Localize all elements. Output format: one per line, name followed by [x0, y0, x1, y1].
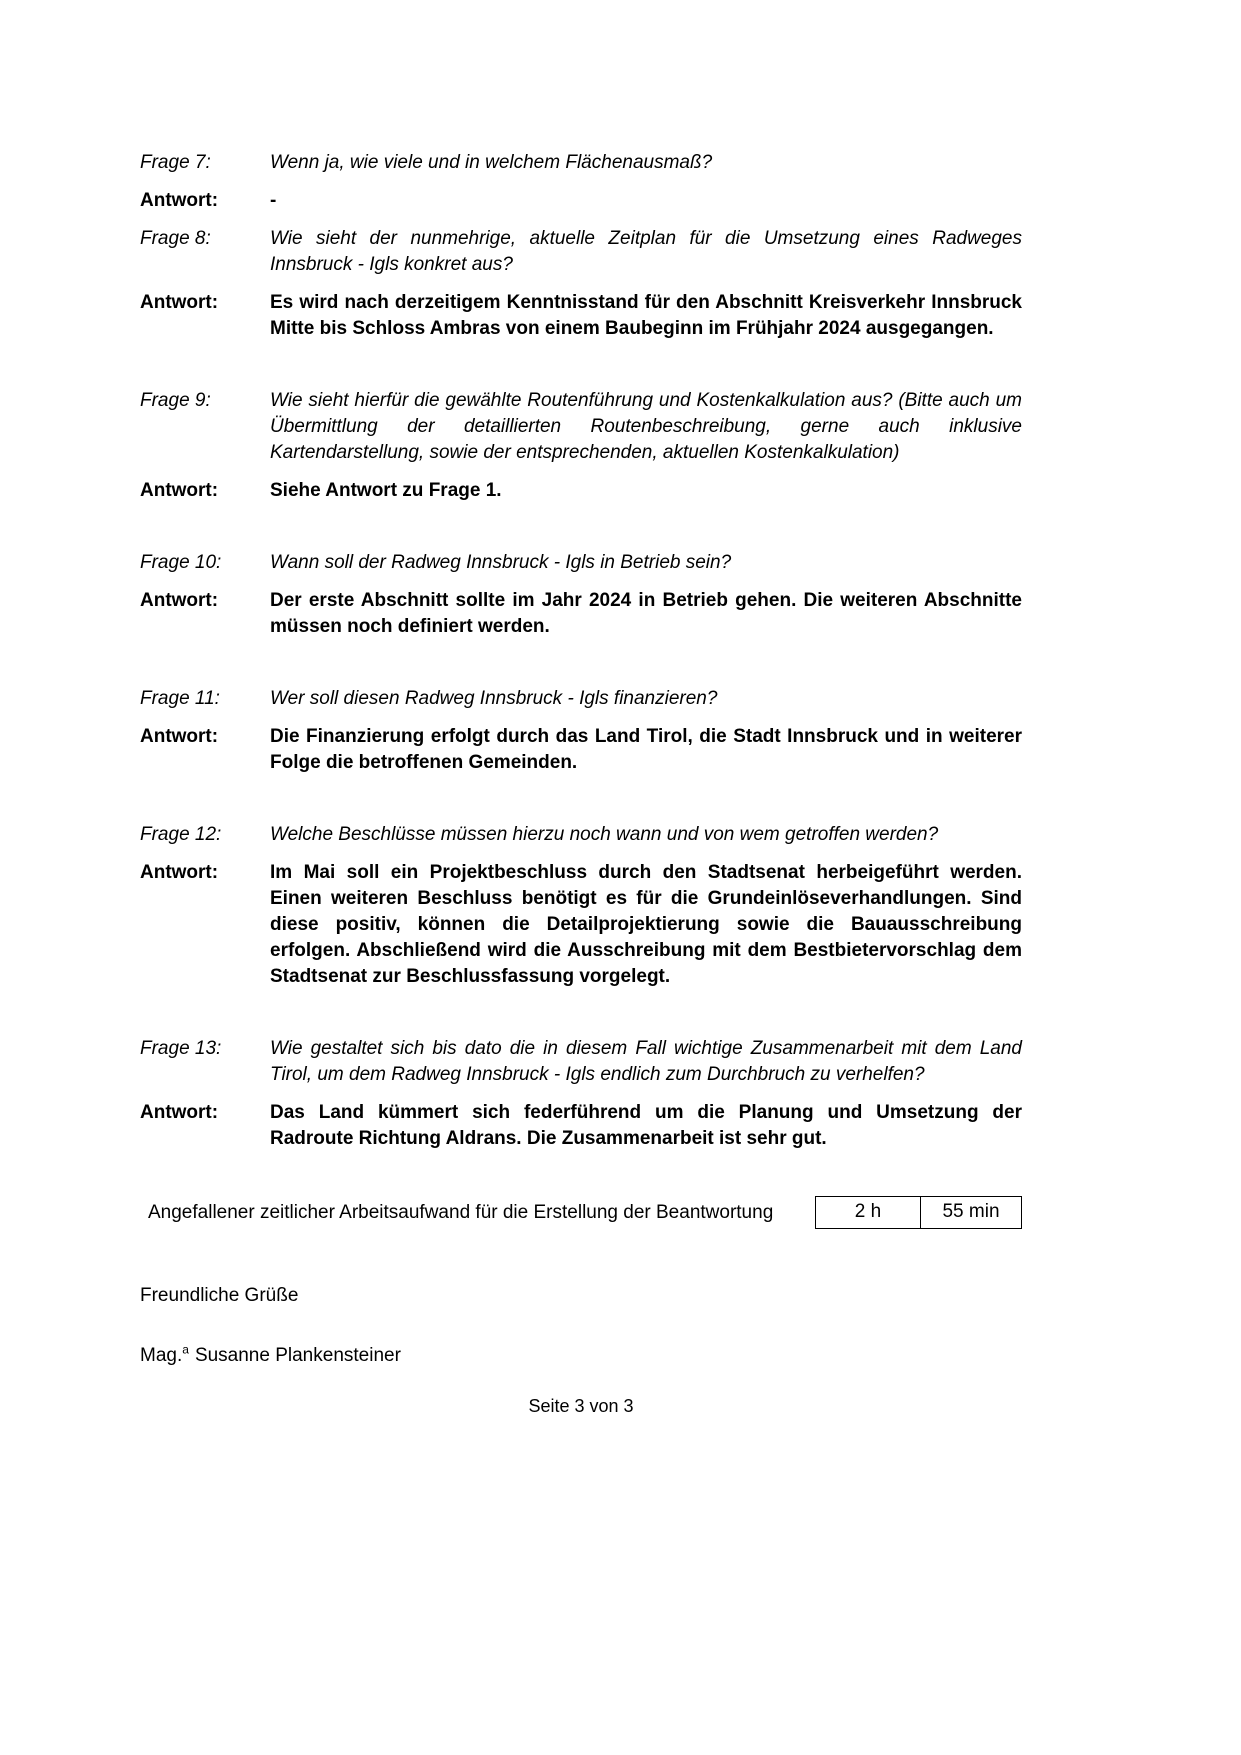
answer-label: Antwort:	[140, 1102, 219, 1123]
closing-greeting: Freundliche Grüße	[140, 1285, 299, 1306]
answer-row	[140, 1100, 1022, 1152]
effort-hours-cell: 2 h	[854, 1201, 882, 1222]
qa-pair-frage-13	[140, 1036, 1022, 1152]
answer-row	[140, 588, 1022, 640]
answer-text: Im Mai soll ein Projektbeschluss durch den Stadtsenat herbeigeführt werden. Einen weiteren Beschluss benötigt es für die Grundeinlöseverhandlungen. Sind diese positiv, können die Detailprojektierung sowie die Bauausschreibung erfolgen. Abschließend wird die Ausschreibung mit dem Bestbietervorschlag dem Stadtsenat zur Beschlussfassung vorgelegt.	[270, 862, 1022, 987]
answer-label: Antwort:	[140, 292, 219, 313]
effort-summary-row	[140, 1196, 1022, 1229]
qa-pair-frage-10	[140, 550, 1022, 640]
effort-label: Angefallener zeitlicher Arbeitsaufwand für die Erstellung der Beantwortung	[148, 1201, 774, 1223]
answer-label: Antwort:	[140, 862, 219, 883]
answer-label: Antwort:	[140, 480, 219, 501]
effort-minutes-cell: 55 min	[920, 1197, 1021, 1228]
question-row	[140, 388, 1022, 466]
question-row	[140, 150, 1022, 176]
answer-label: Antwort:	[140, 190, 219, 211]
question-label: Frage 10:	[140, 552, 222, 573]
question-label: Frage 13:	[140, 1038, 222, 1059]
qa-pair-frage-11	[140, 686, 1022, 776]
qa-pair-frage-7	[140, 150, 1022, 214]
question-row	[140, 226, 1022, 278]
answer-text: Der erste Abschnitt sollte im Jahr 2024 in Betrieb gehen. Die weiteren Abschnitte müssen noch definiert werden.	[270, 590, 1022, 637]
answer-text: Die Finanzierung erfolgt durch das Land Tirol, die Stadt Innsbruck und in weiterer Folge die betroffenen Gemeinden.	[270, 726, 1022, 773]
answer-row	[140, 188, 1022, 214]
qa-pair-frage-12	[140, 822, 1022, 990]
question-row	[140, 1036, 1022, 1088]
effort-table	[815, 1196, 1022, 1229]
question-row	[140, 686, 1022, 712]
question-text: Wie gestaltet sich bis dato die in diesem Fall wichtige Zusammenarbeit mit dem Land Tirol, um dem Radweg Innsbruck - Igls endlich zum Durchbruch zu verhelfen?	[270, 1038, 1022, 1085]
question-text: Wie sieht der nunmehrige, aktuelle Zeitplan für die Umsetzung eines Radweges Innsbruck - Igls konkret aus?	[270, 228, 1022, 275]
qa-pair-frage-8	[140, 226, 1022, 342]
question-text: Wer soll diesen Radweg Innsbruck - Igls finanzieren?	[270, 688, 718, 709]
question-label: Frage 9:	[140, 390, 211, 411]
signature-name: Susanne Plankensteiner	[194, 1345, 401, 1366]
answer-text: -	[270, 190, 277, 211]
question-label: Frage 11:	[140, 688, 220, 709]
answer-text: Es wird nach derzeitigem Kenntnisstand für den Abschnitt Kreisverkehr Innsbruck Mitte bis Schloss Ambras von einem Baubeginn im Frühjahr 2024 ausgegangen.	[270, 292, 1022, 339]
answer-row	[140, 290, 1022, 342]
signature-line	[140, 1343, 1022, 1369]
qa-pair-frage-9	[140, 388, 1022, 504]
question-label: Frage 7:	[140, 152, 211, 173]
question-text: Welche Beschlüsse müssen hierzu noch wann und von wem getroffen werden?	[270, 824, 939, 845]
question-row	[140, 550, 1022, 576]
answer-row	[140, 860, 1022, 990]
answer-text: Siehe Antwort zu Frage 1.	[270, 480, 502, 501]
question-label: Frage 12:	[140, 824, 222, 845]
answer-row	[140, 478, 1022, 504]
question-text: Wenn ja, wie viele und in welchem Flächenausmaß?	[270, 152, 713, 173]
answer-text: Das Land kümmert sich federführend um die Planung und Umsetzung der Radroute Richtung Aldrans. Die Zusammenarbeit ist sehr gut.	[270, 1102, 1022, 1149]
answer-label: Antwort:	[140, 590, 219, 611]
signature-title: Mag.	[140, 1345, 183, 1366]
signature-title-superscript: a	[182, 1342, 189, 1357]
question-row	[140, 822, 1022, 848]
answer-row	[140, 724, 1022, 776]
page-number: Seite 3 von 3	[528, 1396, 634, 1416]
question-text: Wann soll der Radweg Innsbruck - Igls in Betrieb sein?	[270, 552, 732, 573]
question-text: Wie sieht hierfür die gewählte Routenführung und Kostenkalkulation aus? (Bitte auch um Übermittlung der detaillierten Routenbeschreibung, gerne auch inklusive Kartendarstellung, sowie der entsprechenden, aktuellen Kostenkalkulation)	[270, 390, 1022, 463]
answer-label: Antwort:	[140, 726, 219, 747]
question-label: Frage 8:	[140, 228, 211, 249]
